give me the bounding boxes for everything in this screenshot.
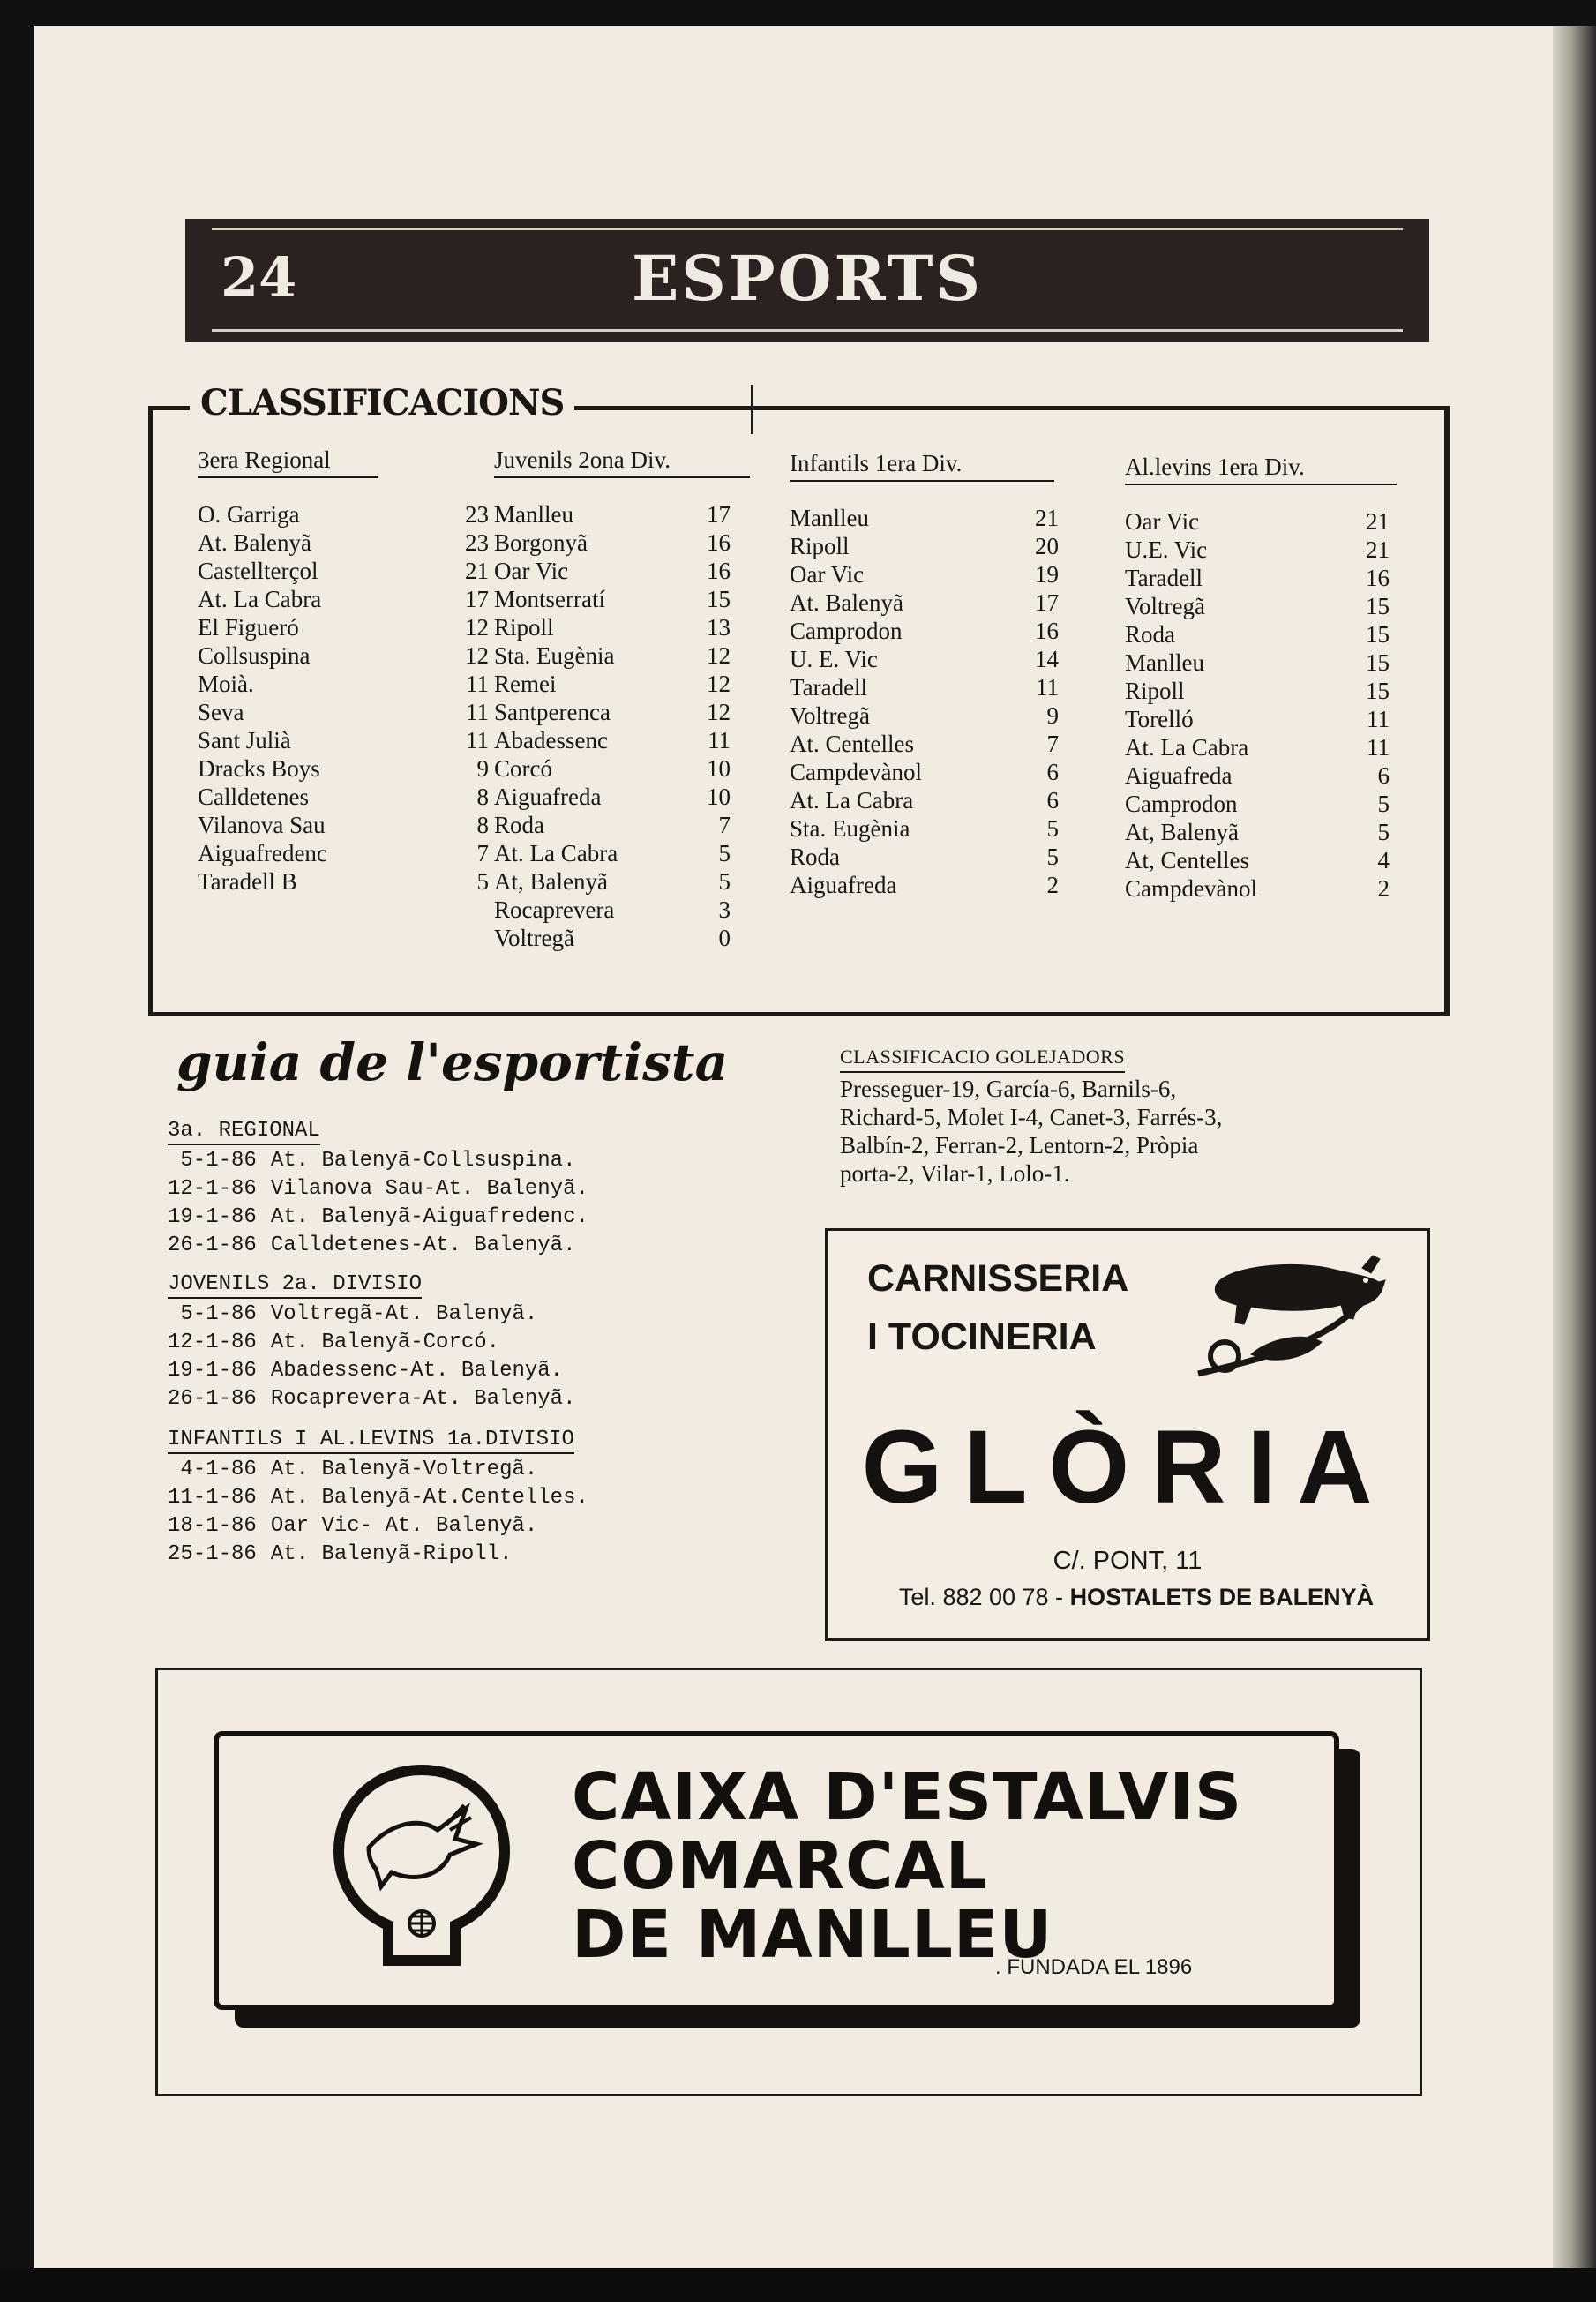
team-points: 16: [1035, 618, 1059, 644]
scan-border: [0, 2268, 1596, 2302]
team-points: 10: [707, 755, 731, 782]
team-points: 16: [707, 558, 731, 584]
fixture-date: 19-1-86: [168, 1359, 257, 1383]
team-name: Oar Vic: [790, 561, 865, 588]
standings-column-header: Infantils 1era Div.: [790, 450, 963, 476]
team-points: 8: [476, 812, 489, 838]
team-name: Voltregã: [1125, 593, 1205, 619]
fixture-date: 12-1-86: [168, 1331, 257, 1354]
fixture-line: [168, 1331, 499, 1354]
team-name: At. La Cabra: [494, 840, 618, 866]
scorers-line: Balbín-2, Ferran-2, Lentorn-2, Pròpia: [840, 1132, 1199, 1158]
team-name: Rocaprevera: [494, 896, 615, 923]
team-points: 16: [1366, 565, 1390, 591]
fixture-date: 18-1-86: [168, 1514, 257, 1538]
team-points: 12: [707, 699, 731, 725]
team-name: Seva: [198, 699, 244, 725]
header-underline: [494, 476, 750, 478]
fixture-line: [168, 1542, 512, 1566]
team-points: 7: [718, 812, 731, 838]
team-name: Campdevànol: [1125, 875, 1257, 902]
team-points: 12: [707, 642, 731, 669]
fixture-line: [168, 1149, 575, 1173]
team-points: 21: [1366, 508, 1390, 535]
scorers-list: [840, 1075, 1387, 1188]
fixture-date: 11-1-86: [168, 1486, 257, 1510]
team-name: Remei: [494, 671, 557, 697]
fixture-date: 19-1-86: [168, 1205, 257, 1229]
team-name: Santperenca: [494, 699, 611, 725]
team-points: 4: [1377, 847, 1390, 874]
dove-globe-logo: [333, 1763, 510, 1975]
fixture-match: Abadessenc-At. Balenyã.: [270, 1359, 564, 1383]
team-name: Camprodon: [790, 618, 903, 644]
team-points: 23: [465, 529, 489, 556]
bank-advert: [214, 1731, 1339, 2010]
team-name: O. Garriga: [198, 501, 300, 528]
shop-address: C/. PONT, 11: [1053, 1547, 1203, 1575]
team-points: 5: [1377, 791, 1390, 817]
team-name: El Figueró: [198, 614, 299, 641]
team-points: 15: [1366, 678, 1390, 704]
team-points: 11: [1367, 734, 1390, 761]
fixture-line: [168, 1177, 588, 1201]
bank-name-line2: COMARCAL: [572, 1828, 988, 1904]
fixture-match: At. Balenyã-Aiguafredenc.: [270, 1205, 588, 1229]
team-points: 5: [476, 868, 489, 895]
team-points: 23: [465, 501, 489, 528]
team-points: 6: [1046, 759, 1059, 785]
team-name: At. Centelles: [790, 731, 914, 757]
team-name: Calldetenes: [198, 784, 309, 810]
team-name: Roda: [494, 812, 544, 838]
shop-town: HOSTALETS DE BALENYÀ: [1069, 1584, 1375, 1610]
standings-column-header: Al.levins 1era Div.: [1125, 454, 1305, 480]
team-name: At, Balenyã: [1125, 819, 1239, 845]
team-name: At. La Cabra: [198, 586, 322, 612]
phone-number: Tel. 882 00 78 -: [898, 1584, 1070, 1610]
team-name: At. La Cabra: [790, 787, 914, 814]
standings-column-header: 3era Regional: [198, 446, 331, 473]
team-name: Manlleu: [790, 505, 869, 531]
team-name: Castellterçol: [198, 558, 318, 584]
team-points: 11: [1036, 674, 1059, 701]
guide-section-regional: [168, 1119, 588, 1257]
fixture-date: 25-1-86: [168, 1542, 257, 1566]
guide-section-header: JOVENILS 2a. DIVISIO: [168, 1272, 422, 1299]
team-name: Sta. Eugènia: [790, 815, 910, 842]
bank-name-line3: DE MANLLEU: [572, 1897, 1053, 1973]
team-name: Oar Vic: [494, 558, 569, 584]
team-name: Aiguafreda: [494, 784, 602, 810]
team-points: 5: [718, 840, 731, 866]
bank-name: [572, 1759, 1243, 1973]
team-name: Roda: [1125, 621, 1175, 648]
fixture-line: [168, 1486, 588, 1510]
team-points: 5: [1046, 844, 1059, 870]
team-points: 17: [1035, 589, 1059, 616]
guide-title: guia de l'esportista: [176, 1032, 729, 1092]
team-points: 5: [1377, 819, 1390, 845]
team-points: 13: [707, 614, 731, 641]
team-name: Ripoll: [494, 614, 554, 641]
team-name: Voltregã: [790, 702, 870, 729]
team-points: 21: [465, 558, 489, 584]
team-points: 10: [707, 784, 731, 810]
advert-line2: I TOCINERIA: [867, 1316, 1097, 1358]
standings-column-header: Juvenils 2ona Div.: [494, 446, 671, 473]
team-points: 9: [1046, 702, 1059, 729]
header-underline: [790, 480, 1054, 482]
team-name: Abadessenc: [494, 727, 608, 754]
team-name: At, Balenyã: [494, 868, 608, 895]
scorers-line: Presseguer-19, García-6, Barnils-6,: [840, 1076, 1177, 1102]
shop-name: GLÒRIA: [861, 1409, 1394, 1526]
team-points: 11: [466, 699, 489, 725]
team-name: At, Centelles: [1125, 847, 1249, 874]
fixture-line: [168, 1302, 537, 1326]
team-points: 5: [718, 868, 731, 895]
scorers-line: porta-2, Vilar-1, Lolo-1.: [840, 1160, 1070, 1187]
team-points: 3: [718, 896, 731, 923]
team-name: Ripoll: [790, 533, 850, 559]
team-name: Borgonyã: [494, 529, 588, 556]
team-name: Collsuspina: [198, 642, 311, 669]
team-points: 15: [1366, 649, 1390, 676]
fixture-match: Vilanova Sau-At. Balenyã.: [270, 1177, 588, 1201]
team-name: Moià.: [198, 671, 254, 697]
team-points: 17: [465, 586, 489, 612]
fixture-date: 5-1-86: [168, 1149, 257, 1173]
fixture-date: 26-1-86: [168, 1387, 257, 1411]
fixture-match: At. Balenyã-At.Centelles.: [270, 1486, 588, 1510]
team-name: Taradell: [1125, 565, 1203, 591]
team-points: 0: [718, 925, 731, 951]
team-name: Aiguafredenc: [198, 840, 327, 866]
team-points: 19: [1035, 561, 1059, 588]
team-name: Roda: [790, 844, 840, 870]
fixture-date: 26-1-86: [168, 1233, 257, 1257]
fixture-line: [168, 1205, 588, 1229]
fixture-date: 4-1-86: [168, 1458, 257, 1481]
team-points: 2: [1046, 872, 1059, 898]
team-points: 17: [707, 501, 731, 528]
team-name: Sta. Eugènia: [494, 642, 615, 669]
team-points: 21: [1366, 536, 1390, 563]
fixture-date: 5-1-86: [168, 1302, 257, 1326]
team-name: Manlleu: [494, 501, 573, 528]
fixture-date: 12-1-86: [168, 1177, 257, 1201]
fixture-match: Rocaprevera-At. Balenyã.: [270, 1387, 576, 1411]
team-points: 21: [1035, 505, 1059, 531]
team-name: Ripoll: [1125, 678, 1185, 704]
team-name: At. Balenyã: [790, 589, 903, 616]
team-points: 7: [1046, 731, 1059, 757]
header-rule: [212, 228, 1403, 230]
page-spine-shadow: [1553, 26, 1596, 2268]
team-name: Taradell: [790, 674, 868, 701]
team-points: 12: [465, 614, 489, 641]
team-name: Vilanova Sau: [198, 812, 326, 838]
fixture-match: Oar Vic- At. Balenyã.: [270, 1514, 538, 1538]
pig-icon: [1189, 1250, 1392, 1383]
team-name: Campdevànol: [790, 759, 922, 785]
header-rule: [212, 329, 1403, 332]
team-name: Manlleu: [1125, 649, 1204, 676]
fixture-match: At. Balenyã-Voltregã.: [270, 1458, 538, 1481]
header-underline: [198, 476, 378, 478]
team-points: 12: [465, 642, 489, 669]
team-points: 12: [707, 671, 731, 697]
bank-founded: . FUNDADA EL 1896: [995, 1955, 1193, 1979]
fixture-line: [168, 1359, 563, 1383]
team-points: 7: [476, 840, 489, 866]
guide-section-infantils: [168, 1428, 588, 1566]
scorers-line: Richard-5, Molet I-4, Canet-3, Farrés-3,: [840, 1104, 1223, 1130]
team-name: Aiguafreda: [1125, 762, 1233, 789]
team-points: 15: [1366, 593, 1390, 619]
team-points: 16: [707, 529, 731, 556]
advert-line1: CARNISSERIA: [867, 1257, 1129, 1300]
bank-name-line1: CAIXA D'ESTALVIS: [572, 1759, 1243, 1835]
guide-section-header: INFANTILS I AL.LEVINS 1a.DIVISIO: [168, 1428, 574, 1454]
team-points: 20: [1035, 533, 1059, 559]
scorers-header: CLASSIFICACIO GOLEJADORS: [840, 1043, 1125, 1073]
team-points: 5: [1046, 815, 1059, 842]
team-name: U. E. Vic: [790, 646, 878, 672]
team-name: Voltregã: [494, 925, 574, 951]
team-name: Aiguafreda: [790, 872, 897, 898]
team-name: U.E. Vic: [1125, 536, 1208, 563]
team-points: 8: [476, 784, 489, 810]
guide-section-juvenils: [168, 1272, 576, 1411]
butcher-advert: [825, 1228, 1430, 1641]
team-points: 11: [708, 727, 731, 754]
team-name: Dracks Boys: [198, 755, 320, 782]
fixture-line: [168, 1233, 575, 1257]
team-points: 11: [1367, 706, 1390, 732]
team-points: 11: [466, 727, 489, 754]
team-points: 2: [1377, 875, 1390, 902]
fixture-match: Voltregã-At. Balenyã.: [270, 1302, 538, 1326]
team-points: 11: [466, 671, 489, 697]
standings-title: CLASSIFICACIONS: [190, 382, 574, 424]
team-name: Torelló: [1125, 706, 1194, 732]
team-name: Camprodon: [1125, 791, 1238, 817]
fixture-match: At. Balenyã-Corcó.: [270, 1331, 500, 1354]
team-points: 9: [476, 755, 489, 782]
team-points: 15: [707, 586, 731, 612]
team-points: 6: [1046, 787, 1059, 814]
fixture-line: [168, 1458, 537, 1481]
shop-phone: [845, 1584, 1427, 1611]
team-name: Montserratí: [494, 586, 605, 612]
team-name: At. Balenyã: [198, 529, 311, 556]
team-points: 15: [1366, 621, 1390, 648]
team-name: Corcó: [494, 755, 552, 782]
team-name: Taradell B: [198, 868, 297, 895]
section-title: ESPORTS: [631, 242, 984, 315]
section-header: [185, 219, 1429, 342]
fixture-line: [168, 1387, 575, 1411]
team-points: 6: [1377, 762, 1390, 789]
team-points: 14: [1035, 646, 1059, 672]
fixture-line: [168, 1514, 537, 1538]
header-underline: [1125, 484, 1397, 485]
fixture-match: At. Balenyã-Collsuspina.: [270, 1149, 576, 1173]
page-number: 24: [221, 245, 297, 310]
guide-section-header: 3a. REGIONAL: [168, 1119, 320, 1145]
goal-scorers: [840, 1041, 1387, 1188]
title-divider: [751, 385, 753, 434]
fixture-match: Calldetenes-At. Balenyã.: [270, 1233, 576, 1257]
team-name: At. La Cabra: [1125, 734, 1249, 761]
team-name: Oar Vic: [1125, 508, 1200, 535]
team-name: Sant Julià: [198, 727, 291, 754]
fixture-match: At. Balenyã-Ripoll.: [270, 1542, 513, 1566]
